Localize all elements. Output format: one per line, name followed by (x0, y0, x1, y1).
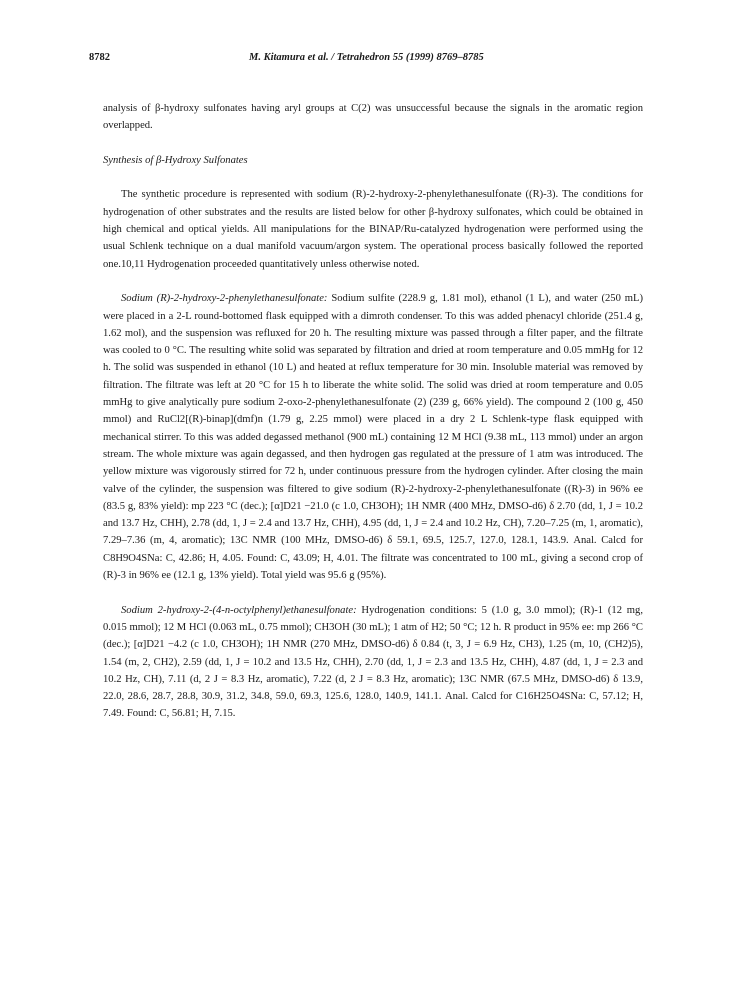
paragraph-procedure: The synthetic procedure is represented with sodium (R)-2-hydroxy-2-phenylethanesulfonate ((R)-3). The conditions for hydrogenation of other substrates and the results are listed below for other β-hydroxy sulfonates, which could be obtained in high chemical and optical yields. All manipulations for the BINAP/Ru-catalyzed hydrogenation were performed using the usual Schlenk technique on a dual manifold vacuum/argon system. The operational process basically followed the reported one.10,11 Hydrogenation proceeded quantitatively unless otherwise noted. (103, 189, 643, 270)
compound-title: Sodium 2-hydroxy-2-(4-n-octylphenyl)ethanesulfonate: (121, 604, 357, 616)
paragraph-compound-3 (103, 290, 643, 584)
article-body (103, 100, 643, 740)
page-number: 8782 (89, 52, 110, 63)
section-title: Synthesis of β-Hydroxy Sulfonates (103, 154, 248, 166)
running-head: M. Kitamura et al. / Tetrahedron 55 (1999) 8769–8785 (249, 52, 484, 63)
paragraph-compound-octyl (103, 602, 643, 723)
compound-text: Hydrogenation conditions: 5 (1.0 g, 3.0 mmol); (R)-1 (12 mg, 0.015 mmol); 12 M HCl (0.063 mL, 0.75 mmol); CH3OH (30 mL); 1 atm of H2; 50 °C; 12 h. R product in 95% ee: mp 266 °C (dec.); [α]D21 −4.2 (c 1.0, CH3OH); 1H NMR (270 MHz, DMSO-d6) δ 0.84 (t, 3, J = 6.9 Hz, CH3), 1.25 (m, 10, (CH2)5), 1.54 (m, 2, CH2), 2.59 (dd, 1, J = 10.2 and 13.5 Hz, CHH), 2.70 (dd, 1, J = 2.3 and 13.5 Hz, CHH), 4.87 (dd, 1, J = 2.3 and 10.2 Hz, CH), 7.11 (d, 2 J = 8.3 Hz, aromatic), 7.22 (d, 2 J = 8.3 Hz, aromatic); 13C NMR (67.5 MHz, DMSO-d6) δ 13.9, 22.0, 28.6, 28.7, 28.8, 30.9, 31.2, 34.8, 59.0, 69.3, 125.6, 128.0, 140.9, 141.1. Anal. Calcd for C16H25O4SNa: C, 57.12; H, 7.49. Found: C, 56.81; H, 7.15. (103, 604, 643, 720)
compound-title: Sodium (R)-2-hydroxy-2-phenylethanesulfonate: (121, 293, 328, 305)
compound-text: Sodium sulfite (228.9 g, 1.81 mol), ethanol (1 L), and water (250 mL) were placed in a 2-L round-bottomed flask equipped with a dimroth condenser. To this was added phenacyl chloride (251.4 g, 1.62 mol), and the suspension was refluxed for 20 h. The resulting mixture was passed through a filter paper, and the filtrate was cooled to 0 °C. The resulting white solid was separated by filtration and dried at room temperature and 0.05 mmHg for 12 h. The solid was suspended in ethanol (10 L) and heated at reflux temperature for 30 min. Insoluble material was removed by filtration. The filtrate was left at 20 °C for 15 h to liberate the white solid. The solid was dried at room temperature and 0.05 mmHg to give analytically pure sodium 2-oxo-2-phenylethanesulfonate (2) (239 g, 66% yield). The compound 2 (100 g, 450 mmol) and RuCl2[(R)-binap](dmf)n (1.79 g, 2.25 mmol) were placed in a dry 2 L Schlenk-type flask equipped with mechanical stirrer. To this was added degassed methanol (900 mL) containing 12 M HCl (9.38 mL, 113 mmol) under an argon stream. The whole mixture was again degassed, and then hydrogen gas regulated at the pressure of 1 atm was introduced. The yellow mixture was vigorously stirred for 72 h, under continuous pressure from the hydrogen cylinder. After closing the main valve of the cylinder, the suspension was filtered to give sodium (R)-2-hydroxy-2-phenylethanesulfonate ((R)-3) in 96% ee (83.5 g, 83% yield): mp 223 °C (dec.); [α]D21 −21.0 (c 1.0, CH3OH); 1H NMR (400 MHz, DMSO-d6) δ 2.70 (dd, 1, J = 10.2 and 13.7 Hz, CHH), 2.78 (dd, 1, J = 2.4 and 13.7 Hz, CHH), 4.95 (dd, 1, J = 2.4 and 10.2 Hz, CH), 7.20–7.25 (m, 1, aromatic), 7.29–7.36 (m, 4, aromatic); 13C NMR (100 MHz, DMSO-d6) δ 59.1, 69.5, 125.7, 127.0, 128.1, 143.9. Anal. Calcd for C8H9O4SNa: C, 42.86; H, 4.05. Found: C, 43.09; H, 4.01. The filtrate was concentrated to 100 mL, giving a second crop of (R)-3 in 96% ee (12.1 g, 13% yield). Total yield was 95.6 g (95%). (103, 293, 643, 582)
running-header (89, 52, 649, 68)
paragraph-continued: analysis of β-hydroxy sulfonates having aryl groups at C(2) was unsuccessful because the signals in the aromatic region overlapped. (103, 103, 643, 132)
